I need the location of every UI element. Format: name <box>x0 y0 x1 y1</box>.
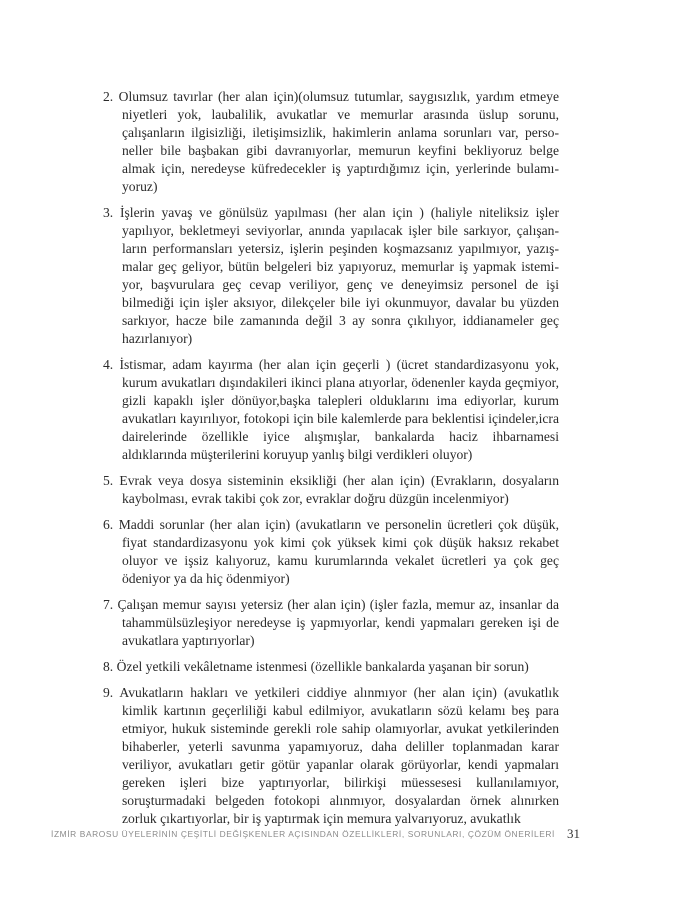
list-item-5 <box>103 472 559 508</box>
item-text: Çalışan memur sayısı yetersiz (her alan için) (işler fazla, memur az, insanlar da tahammülsüzleşiyor neredeyse iş yapmıyorlar, kendi yapmaları gereken işi de avukatlara yaptırıyorlar) <box>117 597 560 648</box>
item-number: 4. <box>103 357 114 372</box>
item-text: İşlerin yavaş ve gönülsüz yapılması (her alan için ) (haliyle niteliksiz işler yapılıyor, bekletmeyi seviyorlar, anında yapılacak işler bile sarkıyor, çalışanların performansları yetersiz, işlerin peşinden koşmazsanız yapılmıyor, yazışmalar geç geliyor, bütün belgeleri biz yapıyoruz, memurlar iş yapmak istemiyor, başvurulara geç cevap veriliyor, genç ve deneyimsiz personel de işi bilmediği için işler aksıyor, dilekçeler bile iyi okunmuyor, davalar bu yüzden sarkıyor, hacze bile zamanında değil 3 ay sonra çıkılıyor, iddianameler geç hazırlanıyor) <box>119 205 559 346</box>
item-number: 5. <box>103 473 114 488</box>
item-number: 7. <box>103 597 114 612</box>
list-item-4 <box>103 356 559 464</box>
item-text: Avukatların hakları ve yetkileri ciddiye alınmıyor (her alan için) (avukatlık kimlik kartının geçerliliği kabul edilmiyor, avukatların sözü kelamı beş para etmiyor, hukuk sisteminde gerekli role sahip olamıyorlar, avukat yetkilerinden bihaberler, yeterli savunma yapamıyoruz, daha deliller toplanmadan karar veriliyor, avukatları getir götür yapanlar olarak görüyorlar, kendi yapmaları gereken işleri bize yaptırıyorlar, bilirkişi müessesesi kullanılamıyor, soruşturmadaki belgeden fotokopi alınmıyor, dosyalardan örnek alınırken zorluk çıkartıyorlar, bir iş yaptırmak için memura yalvarıyoruz, avukatlık <box>119 685 559 826</box>
item-number: 9. <box>103 685 114 700</box>
list-item-9 <box>103 684 559 828</box>
list-item-3 <box>103 204 559 348</box>
page-footer <box>51 824 580 844</box>
item-text: Özel yetkili vekâletname istenmesi (özellikle bankalarda yaşanan bir sorun) <box>116 659 529 674</box>
item-text: Maddi sorunlar (her alan için) (avukatların ve personelin ücretleri çok düşük, fiyat standardizasyonu yok kimi çok yüksek kimi çok düşük haksız rekabet oluyor ve işsiz kalıyoruz, kamu kurumlarında vekalet ücretleri ya çok geç ödeniyor ya da hiç ödenmiyor) <box>118 517 559 586</box>
item-text: İstismar, adam kayırma (her alan için geçerli ) (ücret standardizasyonu yok, kurum avukatları dışındakileri ikinci plana atıyorlar, ödenenler kayda geçmiyor, gizli kapaklı işler dönüyor,başka talepleri olduklarını ima ediyorlar, kurum avukatları kayırılıyor, fotokopi için bile kalemlerde para beklentisi içindeler,icra dairelerinde özellikle iyice alışmışlar, bankalarda haciz ihbarnamesi aldıklarında müşterilerini koruyup yanlış bilgi verdikleri oluyor) <box>119 357 559 462</box>
item-number: 6. <box>103 517 114 532</box>
document-body <box>103 88 559 836</box>
list-item-6 <box>103 516 559 588</box>
item-number: 3. <box>103 205 114 220</box>
item-number: 2. <box>103 89 114 104</box>
list-item-7 <box>103 596 559 650</box>
page-number: 31 <box>567 826 580 841</box>
item-text: Olumsuz tavırlar (her alan için)(olumsuz tutumlar, saygısızlık, yardım etmeye niyetleri yok, laubalilik, avukatlar ve memurlar arasında üslup sorunu, çalışanların ilgisizliği, iletişimsizlik, hakimlerin anlama sorunları var, personeller bile başbakan gibi davranıyorlar, memurun keyfini bekliyoruz belge almak için, neredeyse küfredecekler iş yaptırdığımız için, yerlerinde bulamıyoruz) <box>118 89 559 194</box>
list-item-8 <box>103 658 559 676</box>
running-footer-title: İZMİR BAROSU ÜYELERİNİN ÇEŞİTLİ DEĞİŞKENLER AÇISINDAN ÖZELLİKLERİ, SORUNLARI, ÇÖZÜM ÖNERİLERİ <box>51 829 555 839</box>
item-text: Evrak veya dosya sisteminin eksikliği (her alan için) (Evrakların, dosyaların kaybolması, evrak takibi çok zor, evraklar doğru düzgün incelenmiyor) <box>119 473 560 506</box>
item-number: 8. <box>103 659 114 674</box>
list-item-2 <box>103 88 559 196</box>
